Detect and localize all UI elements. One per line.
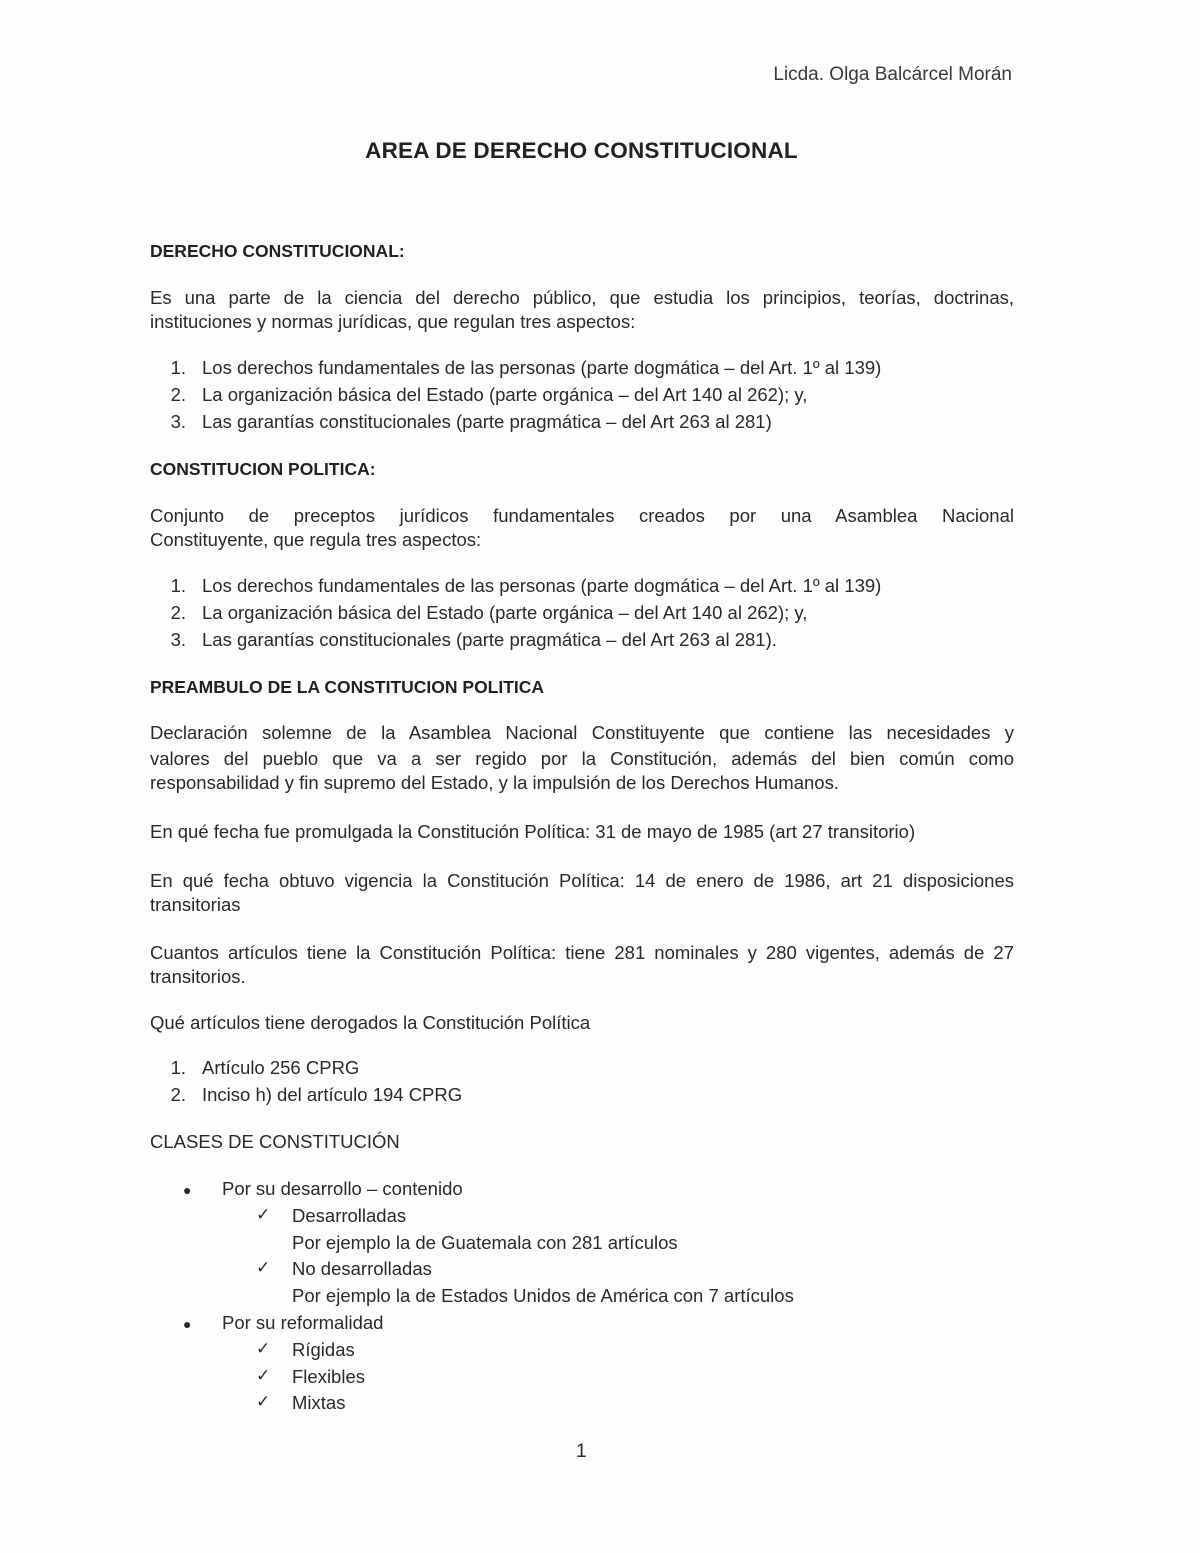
checkmark-icon: ✓ [256, 1339, 271, 1358]
vigencia-line-1: En qué fecha obtuvo vigencia la Constitución Política: 14 de enero de 1986, art 21 disposiciones [150, 870, 1014, 891]
section3-line-1: Declaración solemne de la Asamblea Nacional Constituyente que contiene las necesidades y [150, 722, 1014, 743]
list-text: Inciso h) del artículo 194 CPRG [202, 1084, 463, 1105]
list-text: Artículo 256 CPRG [202, 1057, 360, 1078]
section1-list-item [150, 357, 881, 379]
list-number: 1. [170, 575, 186, 596]
section1-line-1: Es una parte de la ciencia del derecho público, que estudia los principios, teorías, doctrinas, [150, 287, 1014, 308]
clase-desarrolladas: Desarrolladas [292, 1205, 407, 1226]
list-number: 2. [170, 1084, 186, 1105]
section2-list-item [150, 602, 807, 624]
vigencia-line-2: transitorias [150, 894, 241, 915]
desarrolladas-example: Por ejemplo la de Guatemala con 281 artículos [292, 1232, 678, 1253]
section-heading-preambulo: PREAMBULO DE LA CONSTITUCION POLITICA [150, 677, 545, 697]
checkmark-icon: ✓ [256, 1258, 271, 1277]
list-text: La organización básica del Estado (parte orgánica – del Art 140 al 262); y, [202, 384, 808, 405]
list-text: Los derechos fundamentales de las personas (parte dogmática – del Art. 1º al 139) [202, 357, 882, 378]
list-number: 3. [170, 629, 186, 650]
derogados-list-item [150, 1084, 462, 1106]
clases-heading: CLASES DE CONSTITUCIÓN [150, 1131, 400, 1152]
articulos-paragraph [150, 940, 1014, 988]
section-heading-derecho-constitucional: DERECHO CONSTITUCIONAL: [150, 241, 405, 261]
derogados-list-item [150, 1057, 359, 1079]
section3-line-2: valores del pueblo que va a ser regido por la Constitución, además del bien común como [150, 748, 1014, 769]
section1-line-2: instituciones y normas jurídicas, que regulan tres aspectos: [150, 311, 636, 332]
section2-line-2: Constituyente, que regula tres aspectos: [150, 529, 482, 550]
section1-list-item [150, 384, 807, 406]
no-desarrolladas-example: Por ejemplo la de Estados Unidos de América con 7 artículos [292, 1285, 794, 1306]
checkmark-icon: ✓ [256, 1392, 271, 1411]
promulgada-text: En qué fecha fue promulgada la Constitución Política: 31 de mayo de 1985 (art 27 transitorio) [150, 821, 916, 842]
derogados-question: Qué artículos tiene derogados la Constitución Política [150, 1012, 591, 1033]
list-text: La organización básica del Estado (parte orgánica – del Art 140 al 262); y, [202, 602, 808, 623]
vigencia-paragraph [150, 868, 1014, 916]
bullet-icon: ● [183, 1182, 192, 1198]
clase-desarrollo: Por su desarrollo – contenido [222, 1178, 463, 1199]
section3-line-3: responsabilidad y fin supremo del Estado, y la impulsión de los Derechos Humanos. [150, 772, 839, 793]
clase-mixtas: Mixtas [292, 1392, 346, 1413]
page-number: 1 [576, 1441, 587, 1462]
list-number: 2. [170, 602, 186, 623]
list-number: 3. [170, 411, 186, 432]
bullet-icon: ● [183, 1316, 192, 1332]
list-text: Las garantías constitucionales (parte pragmática – del Art 263 al 281). [202, 629, 777, 650]
author-header: Licda. Olga Balcárcel Morán [773, 64, 1012, 85]
list-text: Las garantías constitucionales (parte pragmática – del Art 263 al 281) [202, 411, 772, 432]
section2-list-item [150, 575, 881, 597]
section1-paragraph [150, 285, 1014, 333]
articulos-line-1: Cuantos artículos tiene la Constitución Política: tiene 281 nominales y 280 vigentes, además de 27 [150, 942, 1014, 963]
section-heading-constitucion-politica: CONSTITUCION POLITICA: [150, 459, 376, 479]
document-title: AREA DE DERECHO CONSTITUCIONAL [365, 138, 798, 163]
clase-rigidas: Rígidas [292, 1339, 355, 1360]
list-number: 1. [170, 357, 186, 378]
section3-paragraph [150, 720, 1014, 794]
list-number: 1. [170, 1057, 186, 1078]
section2-line-1: Conjunto de preceptos jurídicos fundamentales creados por una Asamblea Nacional [150, 505, 1014, 526]
list-text: Los derechos fundamentales de las personas (parte dogmática – del Art. 1º al 139) [202, 575, 882, 596]
checkmark-icon: ✓ [256, 1205, 271, 1224]
clase-flexibles: Flexibles [292, 1366, 365, 1387]
articulos-line-2: transitorios. [150, 966, 246, 987]
clase-reformalidad: Por su reformalidad [222, 1312, 384, 1333]
list-number: 2. [170, 384, 186, 405]
section2-list-item [150, 629, 777, 651]
section2-paragraph [150, 503, 1014, 551]
clase-no-desarrolladas: No desarrolladas [292, 1258, 432, 1279]
section1-list-item [150, 411, 772, 433]
checkmark-icon: ✓ [256, 1366, 271, 1385]
